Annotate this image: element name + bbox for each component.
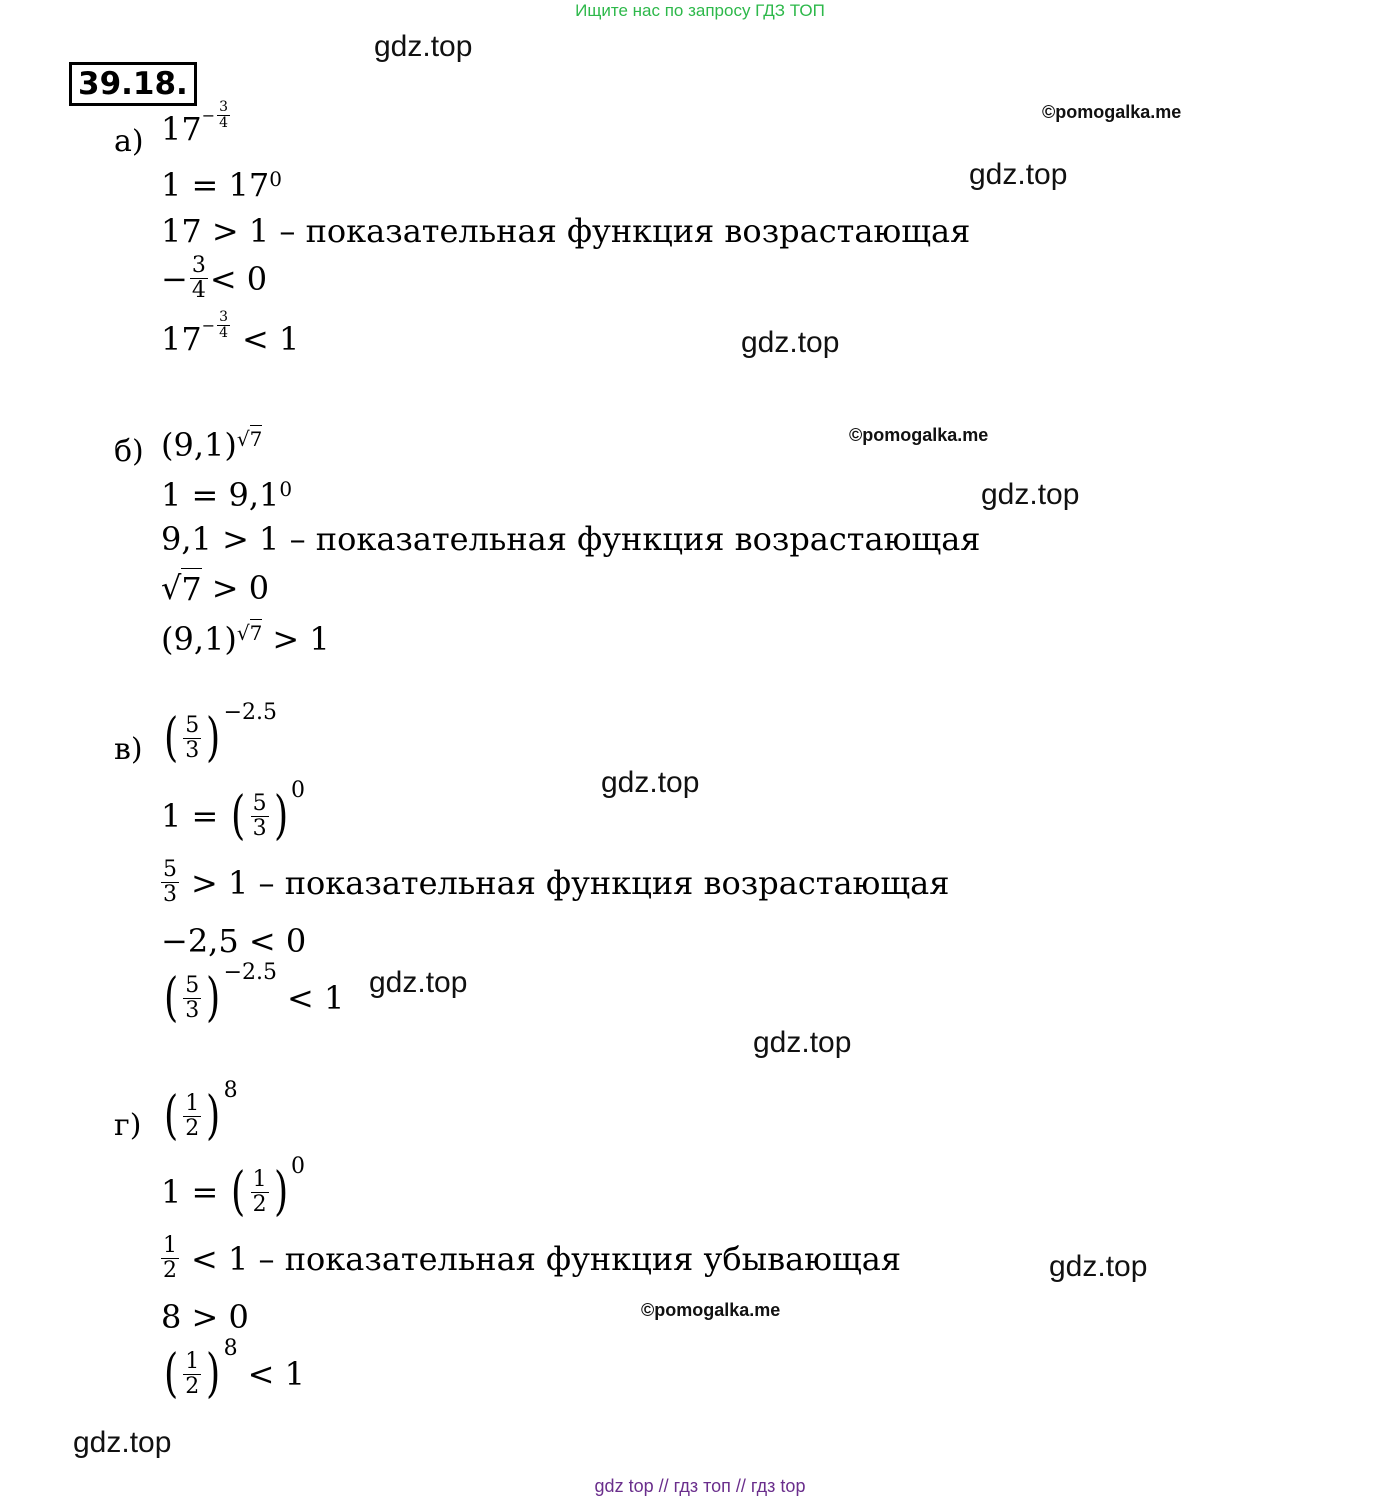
part-c-line4: −2,5 < 0: [161, 922, 307, 960]
part-label-d: г): [114, 1108, 142, 1143]
watermark: gdz.top: [741, 326, 840, 359]
part-a-line4: − $\frac{3}{4}$ < 0: [161, 253, 268, 303]
part-d-line2: 1 = ( $\frac{1}{2}$ ) 0: [161, 1153, 305, 1222]
part-c-line5: ( $\frac{5}{3}$ ) −2.5 < 1: [164, 959, 345, 1028]
watermark: gdz.top: [1049, 1250, 1148, 1283]
watermark: gdz.top: [969, 158, 1068, 191]
part-label-c: в): [114, 732, 143, 767]
part-c-line2: 1 = ( $\frac{5}{3}$ ) 0: [161, 777, 305, 846]
part-c-line3: $\frac{5}{3}$ > 1 – показательная функция возрастающая: [163, 857, 950, 907]
part-b-line4: √ 7 > 0: [161, 569, 270, 608]
part-a-line3: 17 > 1 – показательная функция возрастающая: [161, 212, 971, 250]
part-label-b: б): [114, 434, 144, 469]
watermark: gdz.top: [601, 766, 700, 799]
part-b-line5: (9,1) √7 > 1: [161, 620, 330, 658]
search-hint: Ищите нас по запросу ГДЗ ТОП: [575, 1, 825, 20]
copyright: ©pomogalka.me: [1042, 102, 1182, 122]
part-c-expression: ( $\frac{5}{3}$ ) −2.5: [164, 699, 278, 768]
part-d-expression: ( $\frac{1}{2}$ ) 8: [164, 1077, 238, 1146]
part-a-expression: 17 − $\frac{3}{4}$: [161, 98, 229, 148]
part-b-line3: 9,1 > 1 – показательная функция возрастающая: [161, 520, 981, 558]
part-d-line5: ( $\frac{1}{2}$ ) 8 < 1: [164, 1335, 305, 1404]
watermark: gdz.top: [369, 966, 468, 999]
part-b-expression: (9,1) √7: [161, 426, 263, 464]
part-label-a: а): [114, 124, 144, 159]
watermark: gdz.top: [374, 30, 473, 63]
copyright: ©pomogalka.me: [641, 1300, 781, 1320]
footer-links[interactable]: gdz top // гдз топ // гдз top: [594, 1476, 806, 1496]
part-d-line4: 8 > 0: [161, 1298, 249, 1336]
copyright: ©pomogalka.me: [849, 425, 989, 445]
part-d-line3: $\frac{1}{2}$ < 1 – показательная функция убывающая: [163, 1233, 902, 1283]
part-b-line2: 1 = 9,1 0: [161, 476, 293, 514]
watermark: gdz.top: [73, 1426, 172, 1459]
part-a-line5: 17 − $\frac{3}{4}$ < 1: [161, 308, 300, 358]
problem-number: 39.18.: [69, 62, 197, 106]
part-a-line2: 1 = 17 0: [161, 166, 282, 204]
watermark: gdz.top: [753, 1026, 852, 1059]
watermark: gdz.top: [981, 478, 1080, 511]
